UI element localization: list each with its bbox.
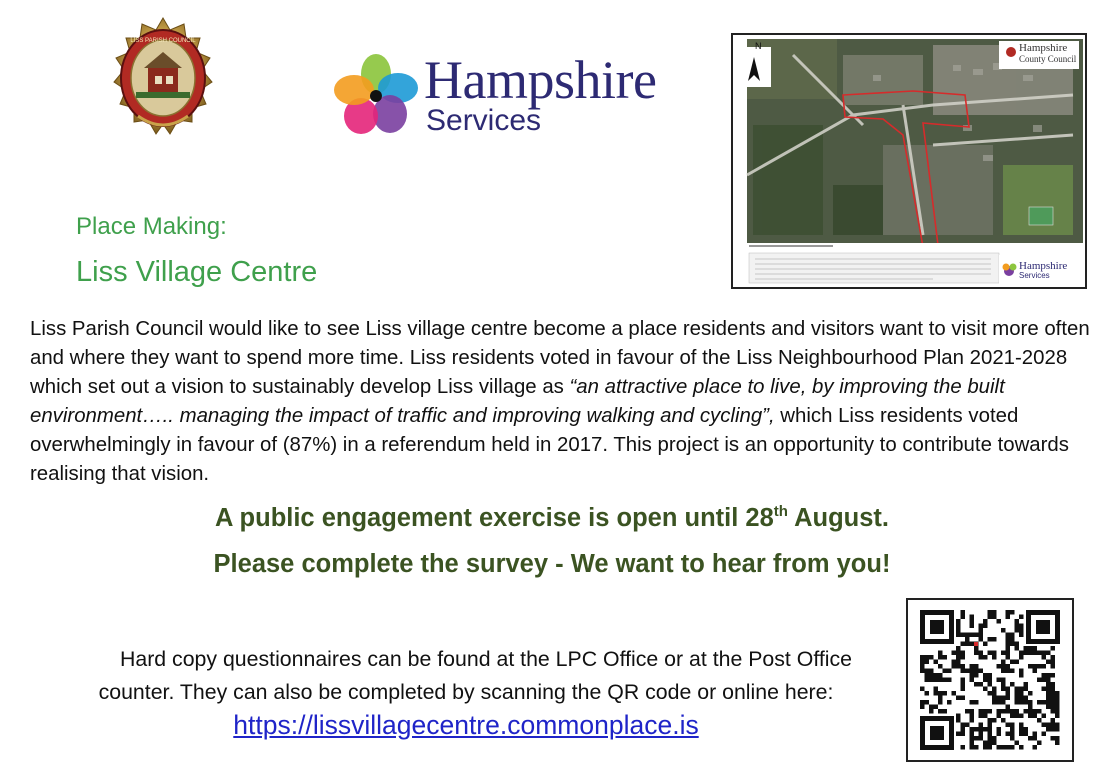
parish-council-crest — [108, 16, 218, 154]
intro-part2: which Liss residents voted overwhelmingly in favour of (87%) in a referendum held in 2017. This project is an opportunity to contribute towards realising that vision. — [30, 405, 1069, 485]
crest-text: LISS PARISH COUNCIL — [130, 38, 196, 44]
bottom-paragraph — [40, 643, 892, 744]
page-title: Liss Village Centre — [76, 256, 318, 288]
hampshire-services-logo — [334, 50, 694, 140]
survey-callout: Please complete the survey - We want to hear from you! — [213, 550, 891, 578]
section-label: Place Making: — [76, 213, 227, 240]
qr-code[interactable] — [906, 598, 1074, 762]
callout1-sup: th — [773, 503, 788, 520]
flower-logo-icon — [334, 54, 418, 138]
map-north-label: N — [755, 41, 762, 51]
bottom-text: Hard copy questionnaires can be found at the LPC Office or at the Post Office counter. They can also be completed by scanning the QR code or online here: — [98, 647, 853, 704]
map-hcc-line1: Hampshire — [1019, 42, 1068, 54]
village-centre-map — [731, 33, 1087, 289]
qr-code-icon — [908, 600, 1072, 760]
callout1-text: A public engagement exercise is open until 28 — [214, 504, 774, 532]
map-hs-line2: Services — [1019, 271, 1050, 280]
engagement-callout — [0, 503, 1104, 533]
survey-link[interactable]: https://lissvillagecentre.commonplace.is — [233, 710, 699, 740]
logo-word-services: Services — [426, 104, 542, 137]
map-hcc-line2: County Council — [1019, 54, 1077, 64]
intro-part1: Liss Parish Council would like to see Liss village centre become a place residents and visitors want to visit more often and where they want to spend more time. Liss residents voted in favour of the Liss Neighbourhood Plan 2021-2028 which set out a vision to sustainably develop Liss village as — [30, 318, 1090, 398]
callout1-post: August. — [787, 504, 889, 532]
logo-word-hampshire: Hampshire — [424, 50, 657, 110]
map-hs-logo — [1019, 261, 1067, 281]
map-hcc-logo — [1019, 43, 1076, 65]
map-hs-line1: Hampshire — [1019, 260, 1068, 272]
intro-paragraph — [30, 315, 1094, 489]
intro-quote: “an attractive place to live, by improving the built environment….. managing the impact of traffic and improving walking and cycling”, — [30, 376, 1005, 427]
